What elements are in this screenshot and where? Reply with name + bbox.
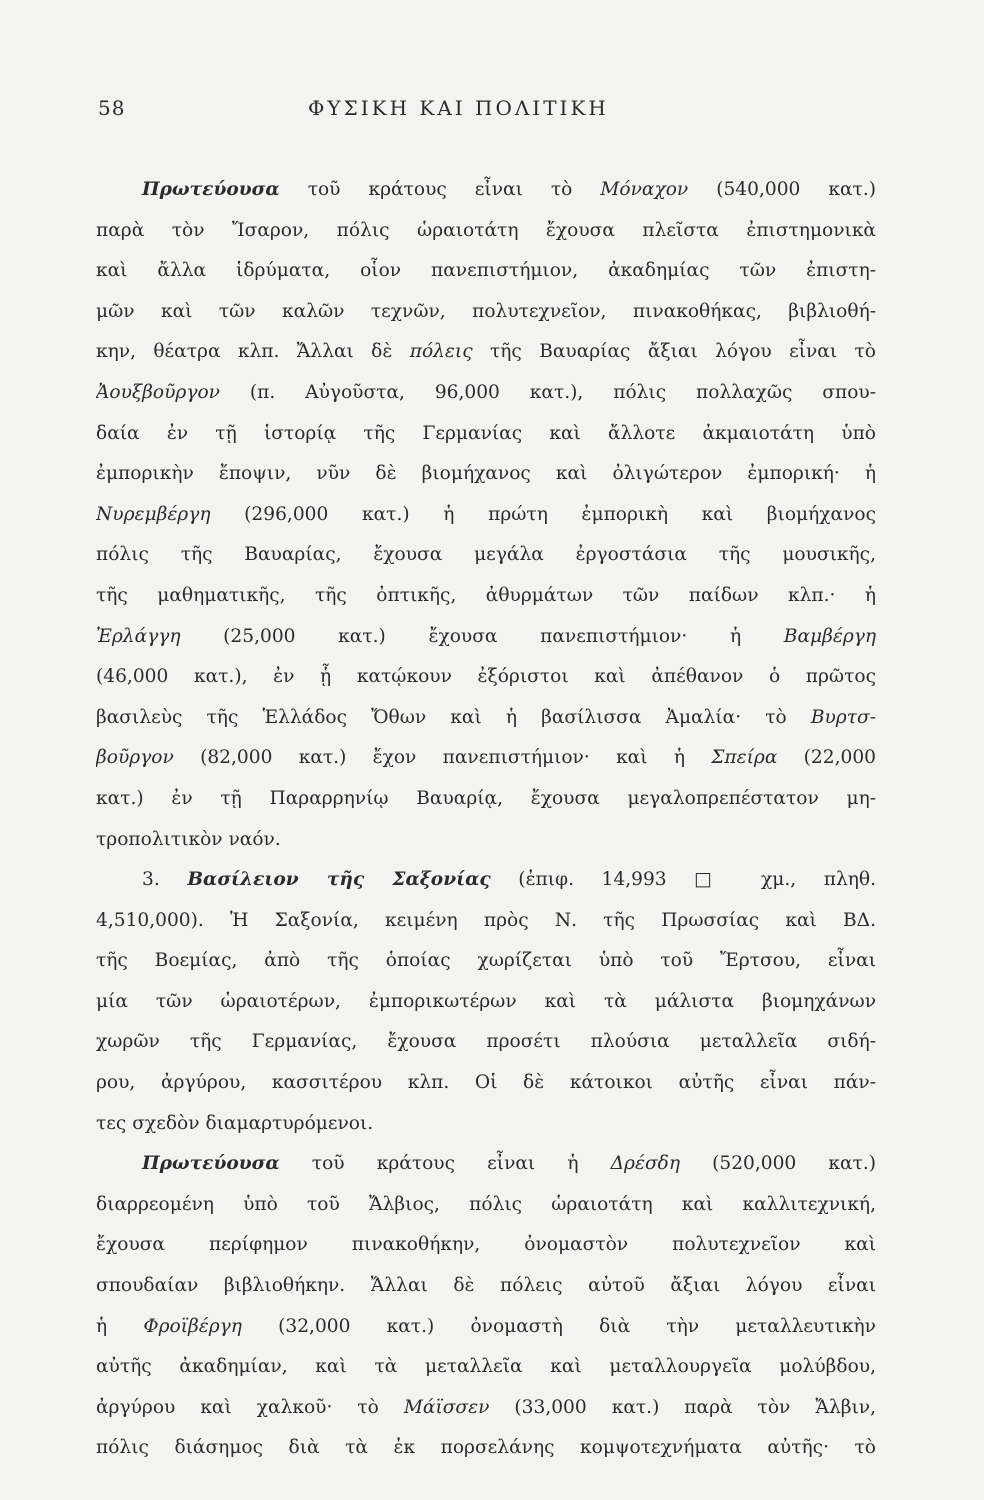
text-line: [96, 170, 876, 211]
text-line: [96, 617, 876, 658]
text-segment: (π. Αὐγοῦστα, 96,000 κατ.), πόλις πολλαχῶς σπου-: [219, 381, 876, 403]
text-segment: (520,000 κατ.): [679, 1153, 876, 1175]
text-segment: τοῦ κράτους εἶναι ἡ: [279, 1153, 611, 1175]
text-line: [96, 332, 876, 373]
text-segment: (25,000 κατ.) ἔχουσα πανεπιστήμιον· ἡ: [180, 625, 784, 647]
text-segment: τροπολιτικὸν ναόν.: [96, 828, 281, 850]
text-segment: Μάϊσσεν: [403, 1396, 490, 1418]
text-line: [96, 211, 876, 252]
text-segment: πόλις διάσημος διὰ τὰ ἐκ πορσελάνης κομψοτεχνήματα αὐτῆς· τὸ: [96, 1437, 876, 1459]
text-segment: (ἐπιφ. 14,993 □ χμ., πληθ.: [490, 869, 876, 891]
text-segment: (22,000: [777, 747, 876, 769]
text-segment: μία τῶν ὡραιοτέρων, ἐμπορικωτέρων καὶ τὰ μάλιστα βιομηχάνων: [96, 990, 876, 1012]
text-segment: Πρωτεύουσα: [142, 179, 280, 200]
text-segment: ἔχουσα περίφημον πινακοθήκην, ὀνομαστὸν πολυτεχνεῖον καὶ: [96, 1234, 876, 1256]
text-segment: (32,000 κατ.) ὀνομαστὴ διὰ τὴν μεταλλευτικὴν: [241, 1315, 876, 1337]
text-segment: δαία ἐν τῇ ἱστορίᾳ τῆς Γερμανίας καὶ ἄλλοτε ἀκμαιοτάτη ὑπὸ: [96, 422, 876, 444]
text-segment: πόλεις: [409, 341, 473, 363]
text-line: [96, 576, 876, 617]
text-segment: (296,000 κατ.) ἡ πρώτη ἐμπορικὴ καὶ βιομήχανος: [210, 503, 876, 525]
text-line: [96, 1266, 876, 1307]
text-segment: Νυρεμβέργη: [96, 503, 211, 525]
text-segment: ἀργύρου καὶ χαλκοῦ· τὸ: [96, 1396, 404, 1418]
text-segment: (540,000 κατ.): [688, 179, 876, 200]
text-segment: Δρέσδη: [610, 1153, 680, 1175]
text-line: [96, 1022, 876, 1063]
text-segment: Φροϊβέργη: [143, 1315, 242, 1337]
text-segment: σπουδαίαν βιβλιοθήκην. Ἄλλαι δὲ πόλεις αὐτοῦ ἄξιαι λόγου εἶναι: [96, 1275, 876, 1297]
page-number: 58: [98, 96, 126, 120]
text-line: [96, 1225, 876, 1266]
text-line: [96, 1104, 876, 1145]
text-line: [96, 373, 876, 414]
text-segment: κην, θέατρα κλπ. Ἄλλαι δὲ: [96, 341, 410, 363]
body-text: [96, 170, 876, 1469]
text-line: [96, 779, 876, 820]
text-line: [96, 454, 876, 495]
text-line: [96, 657, 876, 698]
text-segment: Βασίλειον τῆς Σαξονίας: [187, 869, 491, 891]
text-line: [96, 1347, 876, 1388]
text-line: [96, 698, 876, 739]
text-line: [96, 1063, 876, 1104]
text-segment: Ἐρλάγγη: [96, 625, 181, 647]
text-segment: πόλις τῆς Βαυαρίας, ἔχουσα μεγάλα ἐργοστάσια τῆς μουσικῆς,: [96, 544, 876, 566]
text-segment: τες σχεδὸν διαμαρτυρόμενοι.: [96, 1112, 374, 1134]
text-segment: Βυρτσ-: [810, 706, 876, 728]
text-segment: διαρρεομένη ὑπὸ τοῦ Ἄλβιος, πόλις ὡραιοτάτη καὶ καλλιτεχνική,: [96, 1193, 876, 1215]
text-segment: Πρωτεύουσα: [142, 1153, 280, 1175]
text-line: [96, 1185, 876, 1226]
text-segment: Ἀουξβοῦργον: [96, 381, 220, 403]
text-segment: ἡ: [96, 1315, 144, 1337]
text-line: [96, 414, 876, 455]
text-segment: ρου, ἀργύρου, κασσιτέρου κλπ. Οἱ δὲ κάτοικοι αὐτῆς εἶναι πάν-: [96, 1072, 876, 1094]
text-segment: τῆς μαθηματικῆς, τῆς ὀπτικῆς, ἀθυρμάτων τῶν παίδων κλπ.· ἡ: [96, 584, 876, 606]
text-line: [96, 860, 876, 901]
text-line: [96, 1428, 876, 1469]
text-line: [96, 1144, 876, 1185]
text-segment: βασιλεὺς τῆς Ἑλλάδος Ὄθων καὶ ἡ βασίλισσα Ἀμαλία· τὸ: [96, 706, 811, 728]
text-line: [96, 535, 876, 576]
text-line: [96, 292, 876, 333]
text-line: [96, 820, 876, 861]
text-segment: κατ.) ἐν τῇ Παραρρηνίῳ Βαυαρίᾳ, ἔχουσα μεγαλοπρεπέστατον μη-: [96, 787, 876, 809]
text-segment: Βαμβέργη: [783, 625, 876, 647]
text-segment: μῶν καὶ τῶν καλῶν τεχνῶν, πολυτεχνεῖον, πινακοθήκας, βιβλιοθή-: [96, 300, 876, 322]
text-segment: Σπείρα: [711, 747, 778, 769]
text-line: [96, 901, 876, 942]
text-segment: βοῦργον: [96, 747, 174, 769]
text-line: [96, 738, 876, 779]
text-segment: Μόναχον: [600, 179, 689, 200]
text-segment: τῆς Βαυαρίας ἄξιαι λόγου εἶναι τὸ: [472, 341, 876, 363]
text-line: [96, 982, 876, 1023]
text-segment: παρὰ τὸν Ἴσαρον, πόλις ὡραιοτάτη ἔχουσα πλεῖστα ἐπιστημονικὰ: [96, 219, 876, 241]
page-header: [98, 96, 886, 130]
text-segment: (33,000 κατ.) παρὰ τὸν Ἄλβιν,: [489, 1396, 876, 1418]
text-segment: ἐμπορικὴν ἔποψιν, νῦν δὲ βιομήχανος καὶ ὀλιγώτερον ἐμπορική· ἡ: [96, 463, 876, 485]
text-line: [96, 251, 876, 292]
text-segment: αὐτῆς ἀκαδημίαν, καὶ τὰ μεταλλεῖα καὶ μεταλλουργεῖα μολύβδου,: [96, 1356, 876, 1378]
text-segment: 4,510,000). Ἡ Σαξονία, κειμένη πρὸς Ν. τῆς Πρωσσίας καὶ ΒΔ.: [96, 909, 876, 931]
text-line: [96, 1388, 876, 1429]
text-segment: 3.: [142, 869, 188, 891]
text-line: [96, 1307, 876, 1348]
text-segment: (82,000 κατ.) ἔχον πανεπιστήμιον· καὶ ἡ: [173, 747, 712, 769]
running-title: ΦΥΣΙΚΗ ΚΑΙ ΠΟΛΙΤΙΚΗ: [308, 96, 609, 120]
text-segment: τοῦ κράτους εἶναι τὸ: [279, 179, 601, 200]
text-line: [96, 495, 876, 536]
text-segment: καὶ ἄλλα ἱδρύματα, οἷον πανεπιστήμιον, ἀκαδημίας τῶν ἐπιστη-: [96, 260, 876, 282]
text-segment: (46,000 κατ.), ἐν ᾗ κατῴκουν ἐξόριστοι καὶ ἀπέθανον ὁ πρῶτος: [96, 666, 876, 688]
text-segment: τῆς Βοεμίας, ἀπὸ τῆς ὁποίας χωρίζεται ὑπὸ τοῦ Ἔρτσου, εἶναι: [96, 950, 876, 972]
text-line: [96, 941, 876, 982]
text-segment: χωρῶν τῆς Γερμανίας, ἔχουσα προσέτι πλούσια μεταλλεῖα σιδή-: [96, 1031, 876, 1053]
